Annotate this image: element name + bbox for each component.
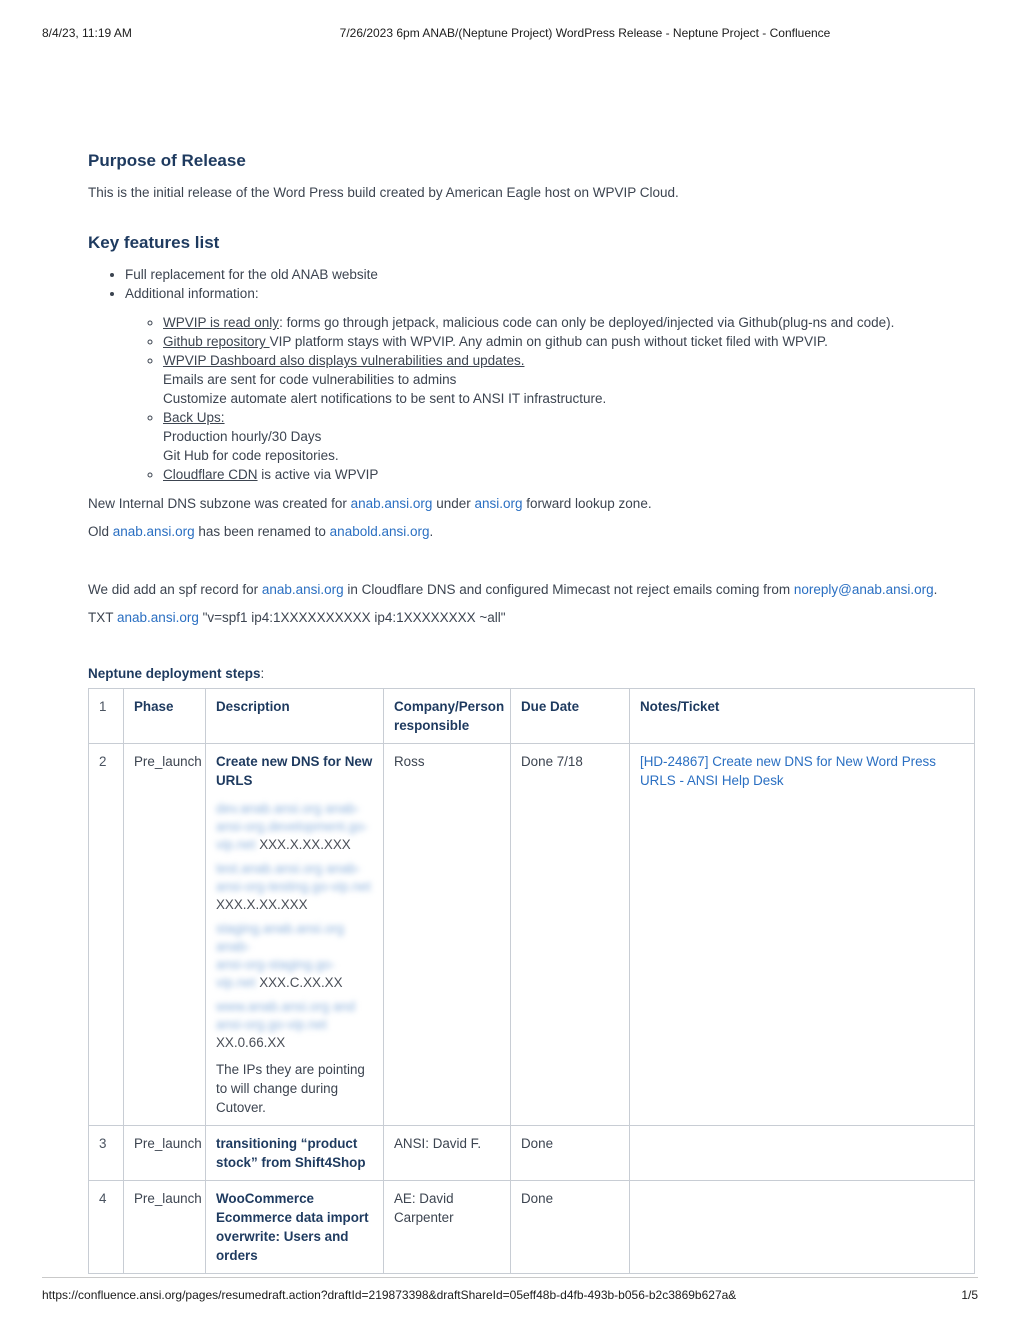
redacted-dns-list (216, 800, 373, 1052)
masked-ip: XXX.C.XX.XX (259, 975, 343, 990)
description-cell (206, 1181, 384, 1274)
underlined-lead: WPVIP is read only (163, 315, 280, 330)
list-item (125, 265, 974, 284)
helpdesk-ticket-link[interactable]: [HD-24867] Create new DNS for New Word Press URLS - ANSI Help Desk (640, 754, 936, 788)
notes-cell (630, 1181, 975, 1274)
purpose-body: This is the initial release of the Word Press build created by American Eagle host on WPVIP Cloud. (88, 185, 679, 200)
bullet-text: Production hourly/30 Days (163, 429, 322, 444)
anab-ansi-org-link[interactable]: anab.ansi.org (112, 524, 195, 539)
redacted-text: dev.anab.ansi.org anab- (216, 801, 360, 816)
company-cell: Ross (384, 744, 511, 1126)
notes-cell (630, 744, 975, 1126)
description-cell (206, 744, 384, 1126)
phase-cell: Pre_launch (124, 1181, 206, 1274)
header-cell-company: Company/Person responsible (384, 689, 511, 744)
anab-ansi-org-link[interactable]: anab.ansi.org (261, 582, 344, 597)
table-row (89, 744, 975, 1126)
description-note: The IPs they are pointing to will change during Cutover. (216, 1062, 365, 1115)
page-content (88, 0, 974, 1274)
print-source-url: https://confluence.ansi.org/pages/resumedraft.action?draftId=219873398&draftShareId=05eff48b-d4fb-493b-b056-b2c3869b627a& (42, 1288, 737, 1302)
row-number-cell: 2 (89, 744, 124, 1126)
paragraph-text: forward lookup zone. (522, 496, 652, 511)
redacted-text: ansi-org.go-vip.net (216, 1017, 327, 1032)
bullet-text: Customize automate alert notifications to be sent to ANSI IT infrastructure. (163, 391, 607, 406)
masked-ip: XXX.X.XX.XXX (216, 897, 308, 912)
due-date-cell: Done 7/18 (511, 744, 630, 1126)
underlined-lead: Back Ups: (163, 410, 225, 425)
bullet-text: is active via WPVIP (257, 467, 379, 482)
paragraph-text: in Cloudflare DNS and configured Mimecast not reject emails coming from (343, 582, 794, 597)
list-item (163, 408, 974, 465)
table-row (89, 1181, 975, 1274)
bullet-text: Full replacement for the old ANAB website (125, 267, 378, 282)
company-cell: ANSI: David F. (384, 1126, 511, 1181)
list-item (163, 351, 974, 408)
header-cell-notes: Notes/Ticket (630, 689, 975, 744)
anab-ansi-org-link[interactable]: anab.ansi.org (350, 496, 433, 511)
paragraph-text: "v=spf1 ip4:1XXXXXXXXXX ip4:1XXXXXXXX ~all" (198, 610, 506, 625)
header-cell-description: Description (206, 689, 384, 744)
key-features-list (88, 265, 974, 303)
paragraph-text: TXT (88, 610, 118, 625)
paragraph-text: . (429, 524, 434, 539)
masked-ip: XXX.X.XX.XXX (259, 837, 351, 852)
description-title: Create new DNS for New URLS (216, 754, 373, 788)
txt-record-paragraph (88, 608, 974, 627)
redacted-text: staging.anab.ansi.org anab- (216, 921, 345, 954)
bullet-text: : forms go through jetpack, malicious code can only be deployed/injected via Github(plug-ns and code). (279, 315, 895, 330)
redacted-text: www.anab.ansi.org and (216, 999, 356, 1014)
anab-ansi-org-link[interactable]: anab.ansi.org (117, 610, 199, 625)
anabold-ansi-org-link[interactable]: anabold.ansi.org (329, 524, 430, 539)
bullet-text: Git Hub for code repositories. (163, 448, 339, 463)
table-header-row (89, 689, 975, 744)
renamed-paragraph (88, 522, 974, 541)
notes-cell (630, 1126, 975, 1181)
phase-cell: Pre_launch (124, 744, 206, 1126)
purpose-heading: Purpose of Release (88, 151, 246, 170)
description-title: transitioning “product stock” from Shift4Shop (216, 1136, 366, 1170)
dns-subzone-paragraph (88, 494, 974, 513)
description-cell (206, 1126, 384, 1181)
bullet-text: VIP platform stays with WPVIP. Any admin on github can push without ticket filed with WPVIP. (269, 334, 828, 349)
redacted-text: vip.net (216, 837, 260, 852)
phase-cell: Pre_launch (124, 1126, 206, 1181)
due-date-cell: Done (511, 1181, 630, 1274)
noreply-email-link[interactable]: noreply@anab.ansi.org (793, 582, 934, 597)
redacted-text: ansi-org-testing.go-vip.net (216, 879, 371, 894)
list-item (125, 284, 974, 303)
redacted-text: test.anab.ansi.org anab- (216, 861, 361, 876)
paragraph-text: has been renamed to (194, 524, 330, 539)
paragraph-text: Old (88, 524, 113, 539)
paragraph-text: . (933, 582, 938, 597)
print-doc-title: 7/26/2023 6pm ANAB/(Neptune Project) WordPress Release - Neptune Project - Confluence (339, 26, 831, 40)
list-item (163, 313, 974, 332)
underlined-lead: WPVIP Dashboard also displays vulnerabilities and updates. (163, 353, 525, 368)
row-number-cell: 4 (89, 1181, 124, 1274)
deployment-table (88, 688, 975, 1274)
company-cell: AE: David Carpenter (384, 1181, 511, 1274)
page-indicator: 1/5 (961, 1288, 978, 1302)
description-title: WooCommerce Ecommerce data import overwrite: Users and orders (216, 1191, 369, 1263)
header-cell-phase: Phase (124, 689, 206, 744)
due-date-cell: Done (511, 1126, 630, 1181)
header-cell-due-date: Due Date (511, 689, 630, 744)
paragraph-text: under (432, 496, 475, 511)
ansi-org-link[interactable]: ansi.org (474, 496, 523, 511)
underlined-lead: Cloudflare CDN (163, 467, 258, 482)
key-features-heading: Key features list (88, 233, 220, 252)
spf-paragraph (88, 580, 974, 599)
bullet-text: Additional information: (125, 286, 259, 301)
label-colon: : (260, 666, 265, 681)
table-row (89, 1126, 975, 1181)
redacted-text: ansi-org.development.go- (216, 819, 368, 834)
redacted-text: ansi-org-staging.go- (216, 957, 336, 972)
header-cell-number: 1 (89, 689, 124, 744)
label-text: Neptune deployment steps (88, 666, 261, 681)
print-timestamp: 8/4/23, 11:19 AM (42, 26, 132, 40)
masked-ip: XX.0.66.XX (216, 1035, 286, 1050)
paragraph-text: We did add an spf record for (88, 582, 262, 597)
underlined-lead: Github repository (163, 334, 270, 349)
list-item (163, 332, 974, 351)
additional-info-list (88, 313, 974, 484)
deployment-steps-label (88, 664, 974, 683)
print-footer (42, 1277, 978, 1305)
redacted-text: vip.net (216, 975, 260, 990)
row-number-cell: 3 (89, 1126, 124, 1181)
paragraph-text: New Internal DNS subzone was created for (88, 496, 351, 511)
list-item (163, 465, 974, 484)
bullet-text: Emails are sent for code vulnerabilities to admins (163, 372, 457, 387)
